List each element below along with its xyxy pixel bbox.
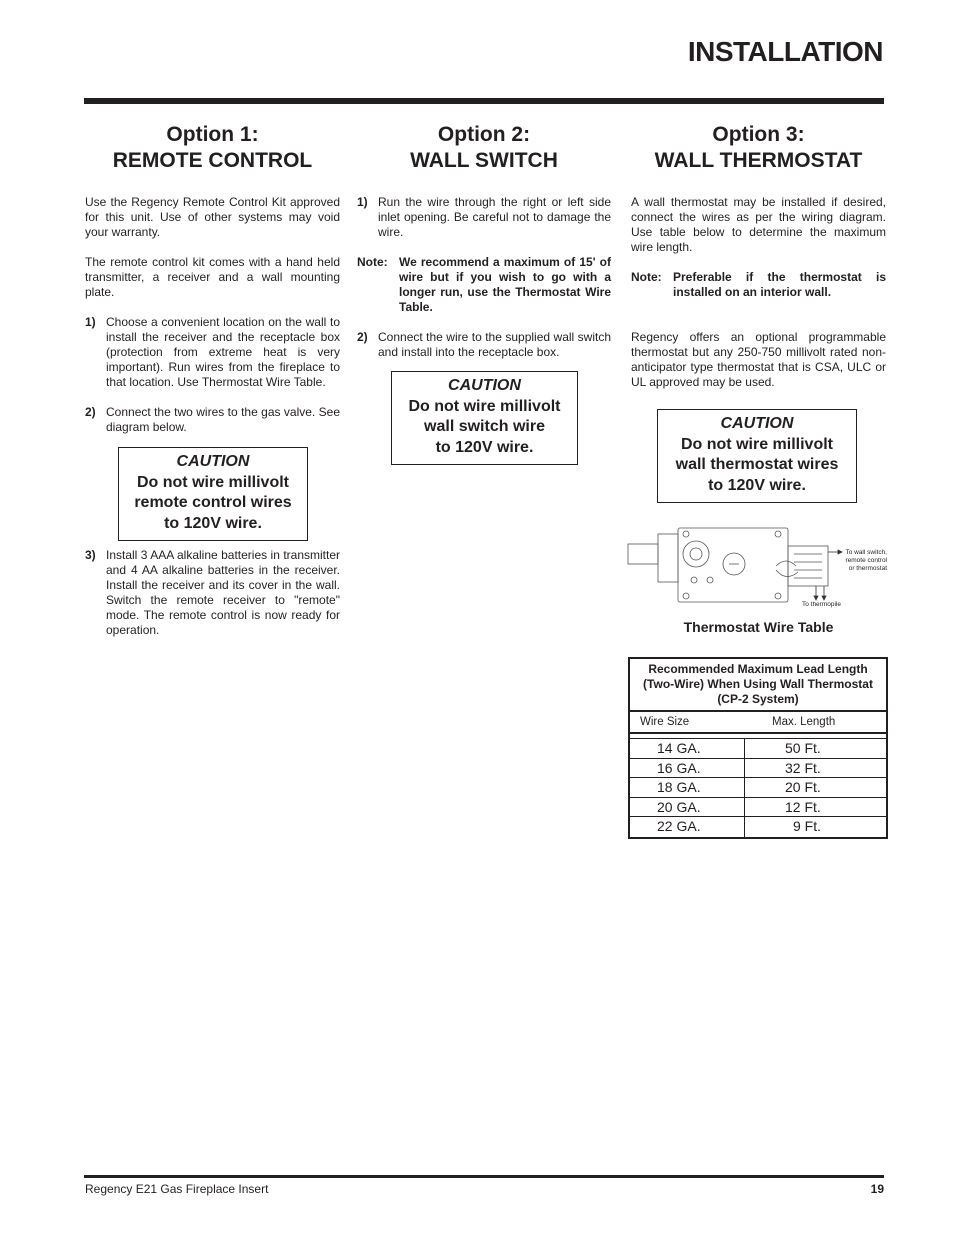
option1-step2 [85, 405, 340, 435]
table-column-headers [630, 712, 886, 734]
cell-max-length: 12 Ft. [785, 798, 821, 815]
table-row [630, 759, 886, 779]
bottom-rule [84, 1175, 884, 1178]
cell-max-length: 20 Ft. [785, 779, 821, 795]
page-number: 19 [870, 1182, 884, 1196]
option1-heading-line1: Option 1: [166, 123, 259, 146]
option1-step3 [85, 548, 340, 638]
table-row [630, 778, 886, 798]
caution-line1: Do not wire millivolt [408, 397, 561, 415]
table-row [630, 817, 886, 837]
caution-title: CAUTION [176, 453, 250, 470]
diagram-label-thermopile: To thermopile [801, 601, 841, 608]
thermostat-wire-table [628, 657, 888, 839]
caution-line3: to 120V wire. [708, 476, 806, 494]
cell-max-length: 50 Ft. [785, 740, 821, 756]
diagram-label-switch-3: or thermostat [848, 565, 887, 572]
table-row [630, 739, 886, 759]
table-row [630, 798, 886, 818]
cell-max-length: 32 Ft. [785, 759, 821, 776]
footer-document-title: Regency E21 Gas Fireplace Insert [85, 1182, 269, 1196]
option1-heading-line2: REMOTE CONTROL [112, 149, 313, 172]
option3-note [631, 270, 886, 300]
diagram-label-switch-1: To wall switch, [845, 549, 887, 556]
step-number: 2) [357, 330, 368, 344]
table-caption: Thermostat Wire Table [683, 619, 834, 635]
gas-valve-wiring-diagram [626, 526, 888, 610]
option3-caution-box [657, 409, 857, 503]
caution-line1: Do not wire millivolt [680, 435, 833, 453]
table-title: Recommended Maximum Lead Length (Two-Wire) When Using Wall Thermostat (CP-2 System) [630, 659, 886, 712]
option2-heading-line2: WALL SWITCH [410, 149, 558, 172]
step-text: Choose a convenient location on the wall to install the receiver and the receptacle box (protection from extreme heat is very important). Run wires from the fireplace to that location. Use Thermostat Wire Table. [106, 315, 340, 389]
top-rule [84, 98, 884, 104]
cell-wire-size: 22 GA. [630, 817, 745, 837]
option2-step1 [357, 195, 611, 240]
option2-heading-line1: Option 2: [437, 123, 531, 146]
note-label: Note: [357, 255, 388, 269]
option3-heading-line2: WALL THERMOSTAT [654, 149, 863, 172]
caution-line2: wall thermostat wires [675, 456, 839, 473]
option2-note [357, 255, 611, 315]
option3-para2: Regency offers an optional programmable thermostat but any 250-750 millivolt rated non-anticipator type thermostat that is CSA, ULC or UL approved may be used. [631, 330, 886, 389]
caution-line3: to 120V wire. [435, 438, 534, 456]
option1-heading [85, 122, 340, 174]
step-text: Connect the two wires to the gas valve. See diagram below. [106, 405, 340, 434]
option3-heading-line1: Option 3: [712, 123, 805, 146]
option1-para1: Use the Regency Remote Control Kit approved for this unit. Use of other systems may void your warranty. [85, 195, 340, 239]
option1-para2: The remote control kit comes with a hand held transmitter, a receiver and a wall mounting plate. [85, 255, 340, 299]
option2-caution-box [391, 371, 578, 465]
option1-column [85, 122, 340, 653]
page-title: INSTALLATION [687, 36, 883, 67]
caution-line1: Do not wire millivolt [136, 473, 289, 491]
caution-line2: wall switch wire [424, 418, 545, 435]
caution-line3: to 120V wire. [164, 514, 262, 532]
cell-wire-size: 16 GA. [630, 759, 745, 778]
option2-step2 [357, 330, 611, 360]
note-text: Preferable if the thermostat is installed on an interior wall. [673, 270, 886, 299]
caution-line2: remote control wires [134, 494, 292, 511]
option1-caution-box [118, 447, 308, 541]
step-text: Install 3 AAA alkaline batteries in transmitter and 4 AA alkaline batteries in the receiver. Install the receiver and its cover in the wall. Switch the remote receiver to "remote" mode. The remote control is now ready for operation. [106, 548, 340, 637]
cell-wire-size: 18 GA. [630, 778, 745, 797]
step-text: Run the wire through the right or left side inlet opening. Be careful not to damage the wire. [378, 195, 611, 239]
note-text: We recommend a maximum of 15' of wire but if you wish to go with a longer run, use the Thermostat Wire Table. [399, 255, 611, 314]
cell-wire-size: 20 GA. [630, 798, 745, 817]
option3-heading [631, 122, 886, 174]
step-number: 1) [357, 195, 368, 209]
column-header-wire-size: Wire Size [640, 716, 690, 728]
step-number: 3) [85, 548, 96, 562]
option3-para1: A wall thermostat may be installed if desired, connect the wires as per the wiring diagram. Use table below to determine the maximum wire length. [631, 195, 886, 254]
note-label: Note: [631, 270, 662, 284]
column-header-max-length: Max. Length [772, 716, 836, 728]
step-text: Connect the wire to the supplied wall switch and install into the receptacle box. [378, 330, 611, 359]
option2-column [357, 122, 611, 465]
option2-heading [357, 122, 611, 174]
cell-wire-size: 14 GA. [630, 739, 745, 758]
caution-title: CAUTION [720, 415, 794, 432]
option3-column [631, 122, 886, 503]
caution-title: CAUTION [448, 377, 521, 394]
diagram-label-switch-2: remote control [845, 557, 887, 564]
cell-max-length: 9 Ft. [793, 818, 822, 834]
option1-step1 [85, 315, 340, 390]
step-number: 2) [85, 405, 96, 419]
step-number: 1) [85, 315, 96, 329]
